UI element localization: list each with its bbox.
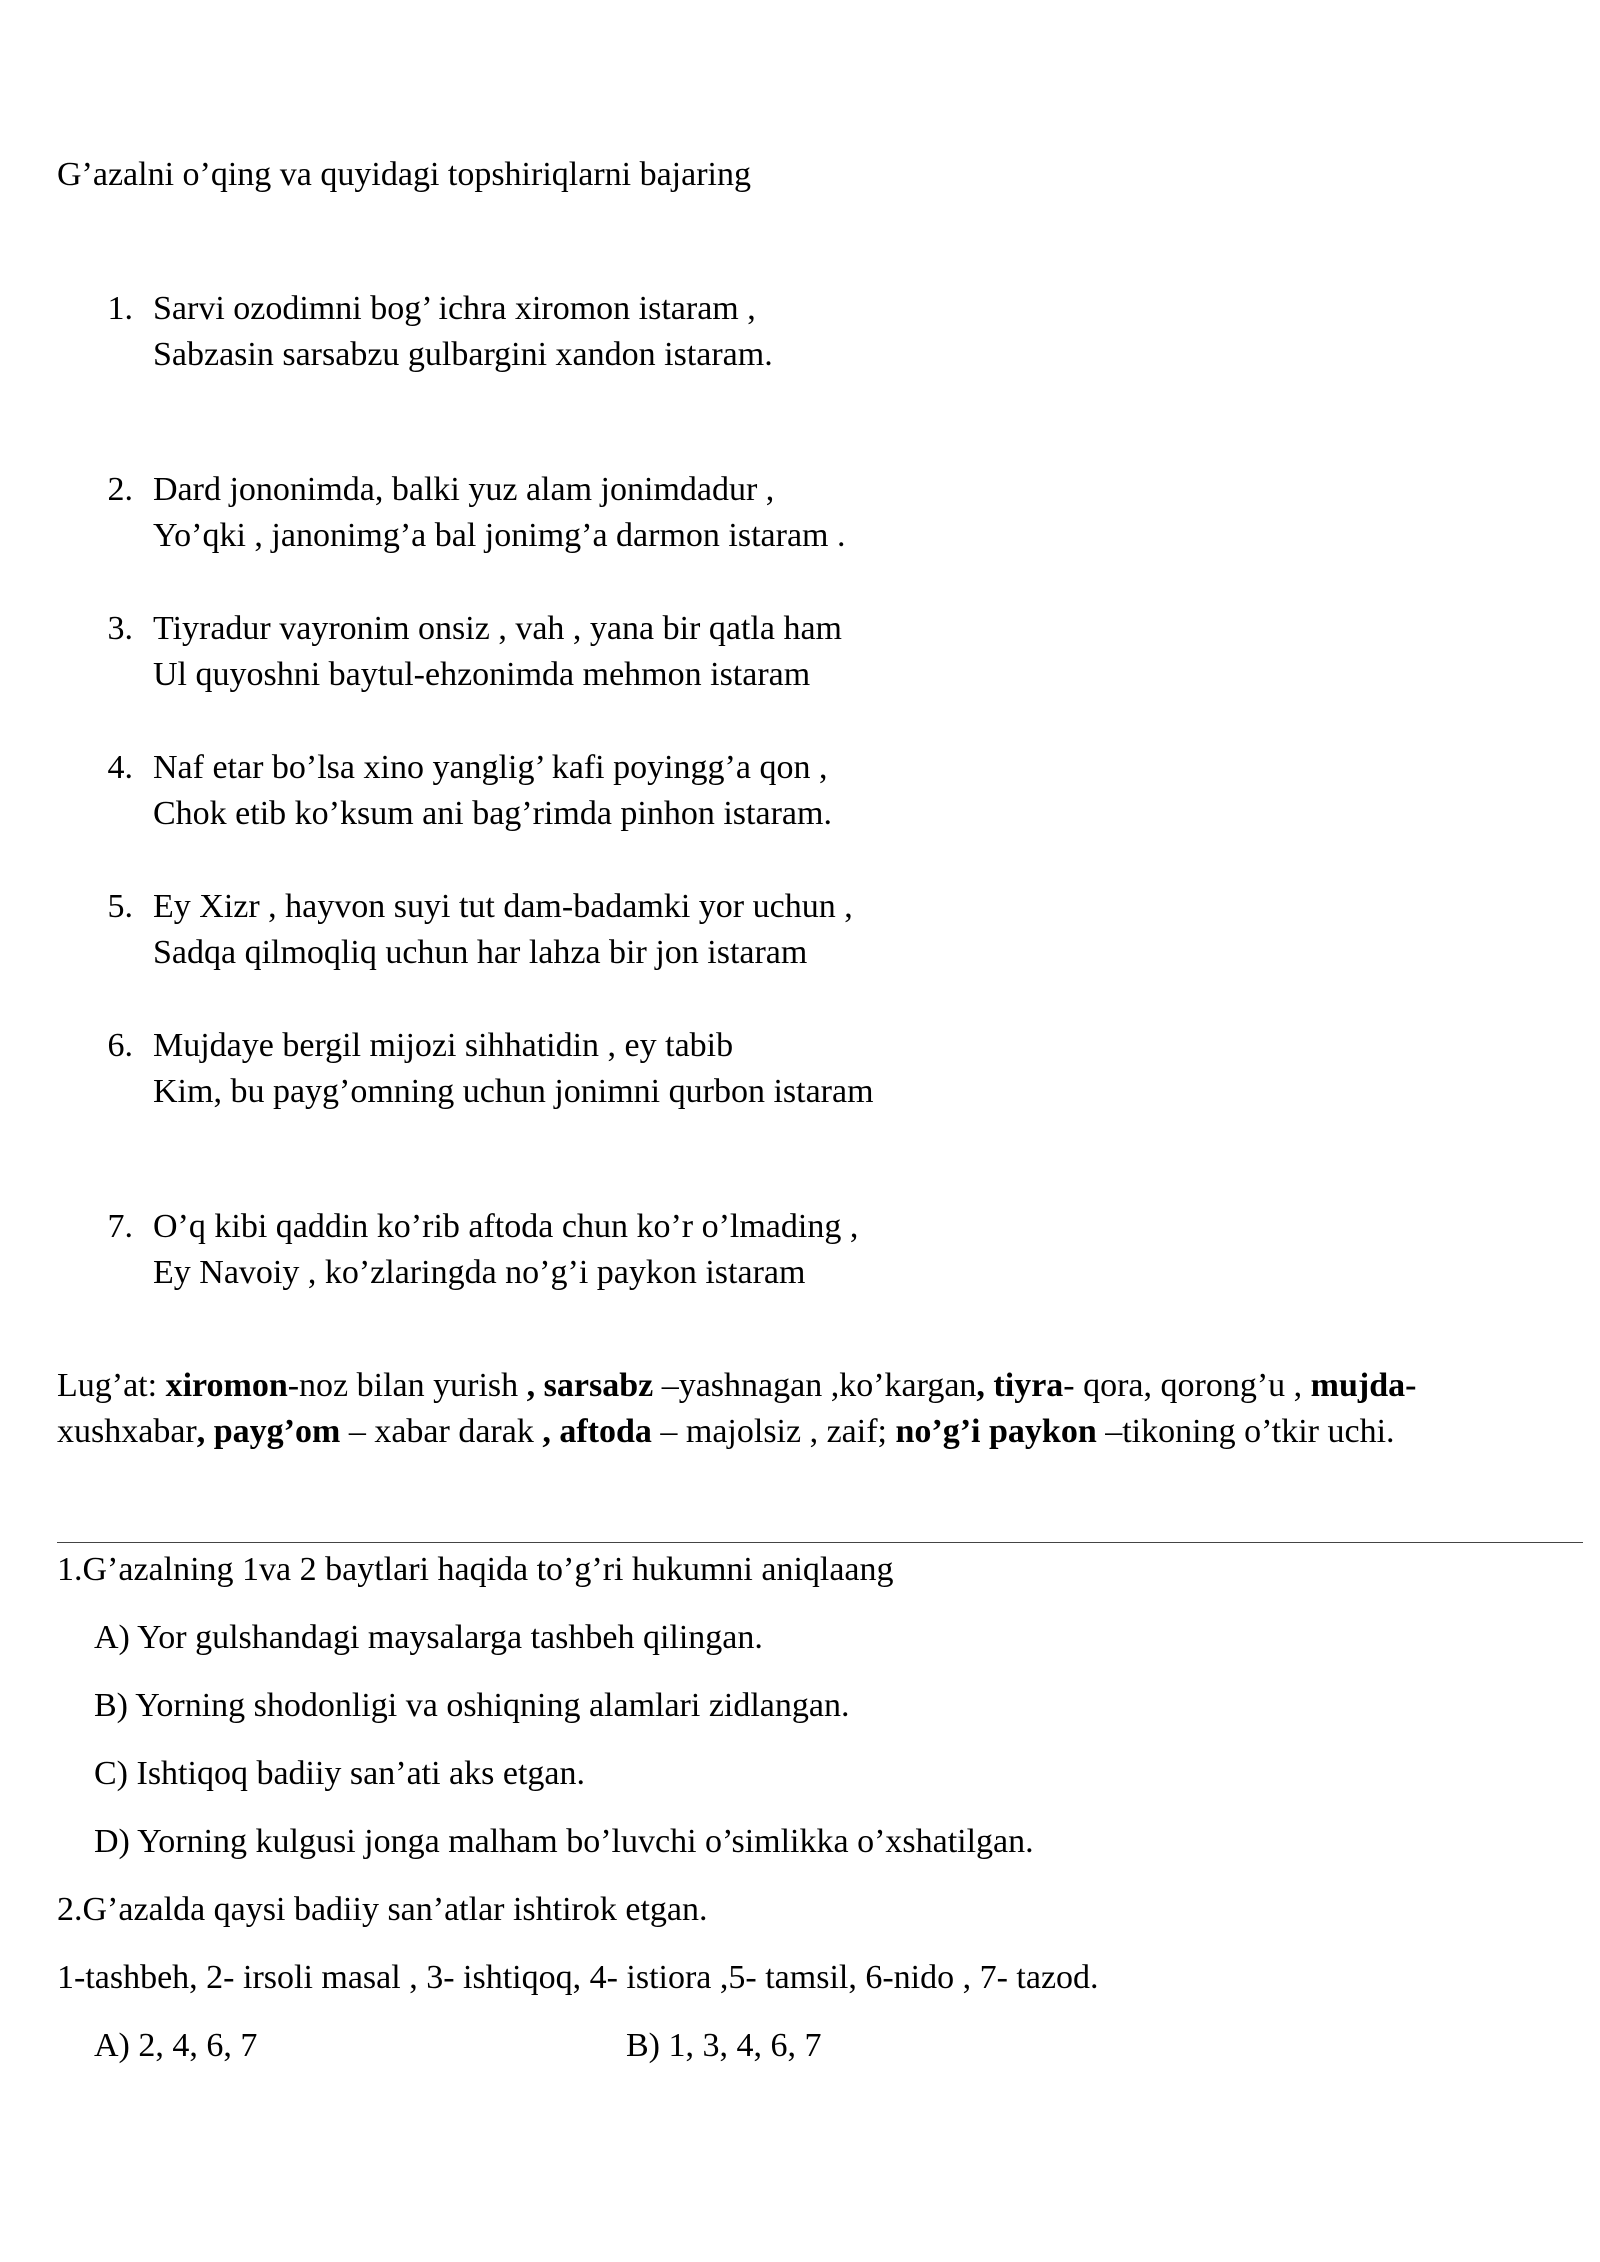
- stanza-number: 3.: [107, 610, 133, 647]
- glossary-comma: ,: [542, 1413, 551, 1450]
- stanza-line: O’q kibi qaddin ko’rib aftoda chun ko’r o’lmading ,: [153, 1208, 859, 1245]
- answer-option-a: A) 2, 4, 6, 7: [94, 2027, 258, 2064]
- stanza-number: 4.: [107, 749, 133, 786]
- stanza-number: 5.: [107, 888, 133, 925]
- glossary-line: [57, 1409, 1395, 1455]
- stanza-line: Ey Xizr , hayvon suyi tut dam-badamki yor uchun ,: [153, 888, 853, 925]
- glossary-space: [535, 1367, 544, 1404]
- stanza-lines: [153, 606, 842, 698]
- stanza-line: Naf etar bo’lsa xino yanglig’ kafi poyingg’a qon ,: [153, 749, 828, 786]
- stanza-number: 1.: [107, 290, 133, 327]
- glossary-space: [205, 1413, 214, 1450]
- horizontal-divider: [57, 1542, 1583, 1543]
- question-text: 1.G’azalning 1va 2 baytlari haqida to’g’ri hukumni aniqlaang: [57, 1551, 894, 1588]
- stanza-line: Ey Navoiy , ko’zlaringda no’g’i paykon istaram: [153, 1254, 806, 1291]
- stanza-lines: [153, 1204, 858, 1296]
- stanza-lines: [153, 286, 773, 378]
- stanza-line: Sarvi ozodimni bog’ ichra xiromon istaram ,: [153, 290, 756, 327]
- question-text: 2.G’azalda qaysi badiiy san’atlar ishtirok etgan.: [57, 1891, 708, 1928]
- stanza-lines: [153, 884, 853, 976]
- glossary-definition: – xabar darak: [340, 1413, 543, 1450]
- glossary-term: mujda: [1310, 1367, 1406, 1404]
- device-list: 1-tashbeh, 2- irsoli masal , 3- ishtiqoq, 4- istiora ,5- tamsil, 6-nido , 7- tazod.: [57, 1959, 1099, 1996]
- stanza-lines: [153, 745, 832, 837]
- glossary-definition: –yashnagan ,ko’kargan: [653, 1367, 977, 1404]
- stanza-lines: [153, 1023, 874, 1115]
- glossary-comma: ,: [976, 1367, 985, 1404]
- glossary-hyphen: -: [1405, 1367, 1417, 1404]
- stanza-line: Sabzasin sarsabzu gulbargini xandon istaram.: [153, 336, 773, 373]
- stanza-line: Mujdaye bergil mijozi sihhatidin , ey tabib: [153, 1027, 734, 1064]
- glossary-definition: –tikoning o’tkir uchi.: [1096, 1413, 1395, 1450]
- stanza-number: 7.: [107, 1208, 133, 1245]
- glossary-definition: – majolsiz , zaif;: [651, 1413, 896, 1450]
- stanza-lines: [153, 467, 845, 559]
- answer-option-d: D) Yorning kulgusi jonga malham bo’luvchi o’simlikka o’xshatilgan.: [94, 1823, 1034, 1860]
- stanza-line: Ul quyoshni baytul-ehzonimda mehmon istaram: [153, 656, 811, 693]
- stanza-line: Sadqa qilmoqliq uchun har lahza bir jon istaram: [153, 934, 808, 971]
- answer-option-a: A) Yor gulshandagi maysalarga tashbeh qilingan.: [94, 1619, 763, 1656]
- stanza-line: Kim, bu payg’omning uchun jonimni qurbon istaram: [153, 1073, 874, 1110]
- stanza-line: Chok etib ko’ksum ani bag’rimda pinhon istaram.: [153, 795, 832, 832]
- glossary-term: payg’om: [213, 1413, 341, 1450]
- stanza-line: Yo’qki , janonimg’a bal jonimg’a darmon istaram .: [153, 517, 846, 554]
- glossary-term: sarsabz: [543, 1367, 654, 1404]
- glossary-comma: ,: [526, 1367, 536, 1404]
- stanza-number: 2.: [107, 471, 133, 508]
- glossary-term: no’g’i paykon: [895, 1413, 1097, 1450]
- stanza-line: Tiyradur vayronim onsiz , vah , yana bir qatla ham: [153, 610, 842, 647]
- page-title: G’azalni o’qing va quyidagi topshiriqlarni bajaring: [57, 156, 751, 193]
- stanza-line: Dard jononimda, balki yuz alam jonimdadur ,: [153, 471, 775, 508]
- answer-option-b: B) 1, 3, 4, 6, 7: [626, 2027, 822, 2064]
- answer-option-c: C) Ishtiqoq badiiy san’ati aks etgan.: [94, 1755, 586, 1792]
- glossary-definition: xushxabar: [57, 1413, 197, 1450]
- stanza-number: 6.: [107, 1027, 133, 1064]
- glossary-term: aftoda: [559, 1413, 652, 1450]
- glossary-term: xiromon: [165, 1367, 288, 1404]
- glossary-definition: - qora, qorong’u ,: [1063, 1367, 1311, 1404]
- glossary-term: tiyra: [993, 1367, 1064, 1404]
- glossary-lead: Lug’at:: [57, 1367, 166, 1404]
- glossary-definition: -noz bilan yurish: [287, 1367, 527, 1404]
- glossary-line: [57, 1363, 1416, 1409]
- answer-option-b: B) Yorning shodonligi va oshiqning alamlari zidlangan.: [94, 1687, 850, 1724]
- glossary-comma: ,: [196, 1413, 206, 1450]
